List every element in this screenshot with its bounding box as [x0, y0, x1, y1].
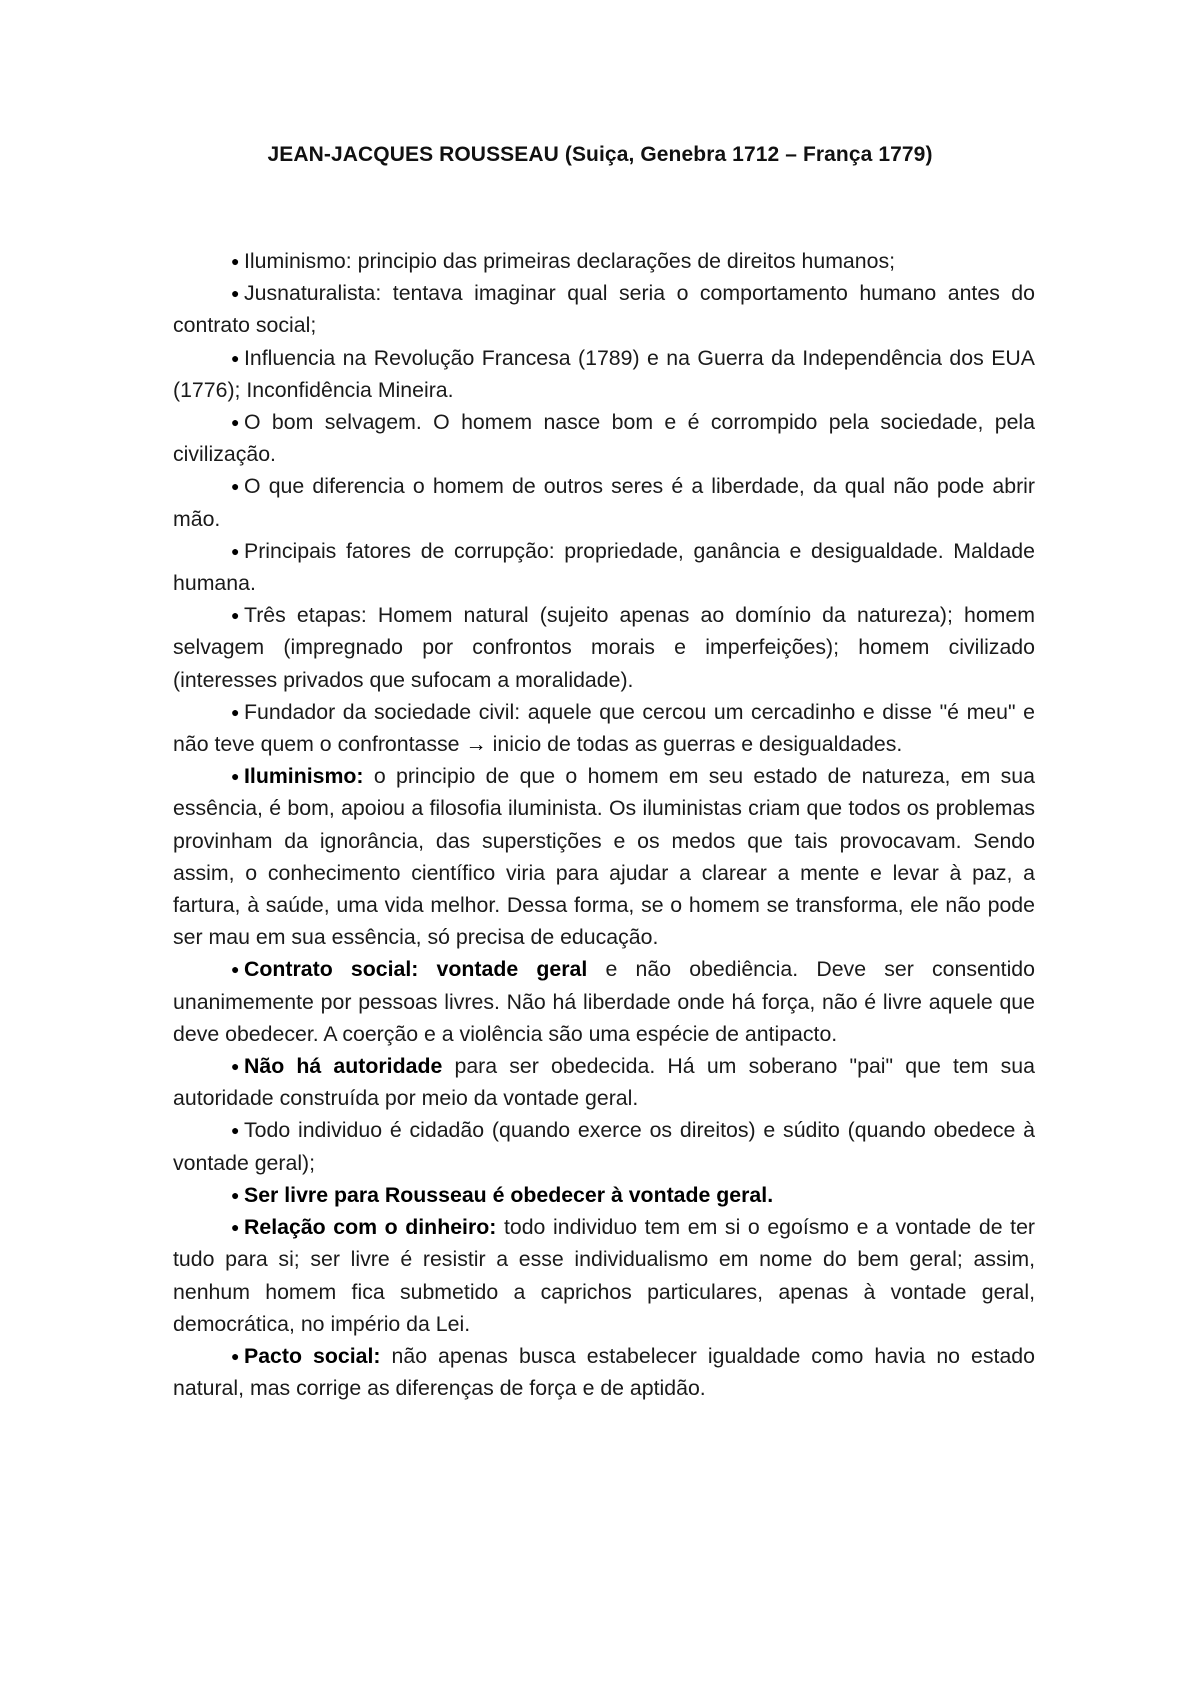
list-item	[173, 470, 1035, 534]
item-text: para ser obedecida. Há um soberano "pai" que tem sua autoridade construída por meio da vontade geral.	[173, 1054, 1035, 1111]
bullet-list	[173, 245, 1035, 1404]
item-text: O que diferencia o homem de outros seres é a liberdade, da qual não pode abrir mão.	[173, 474, 1035, 531]
bullet-icon: ●	[231, 478, 240, 495]
bullet-icon: ●	[231, 285, 240, 302]
item-bold-label: Não há autoridade	[244, 1054, 443, 1079]
item-text: Jusnaturalista: tentava imaginar qual seria o comportamento humano antes do contrato social;	[173, 281, 1035, 338]
list-item	[173, 696, 1035, 760]
list-item	[173, 1179, 1035, 1211]
list-item	[173, 342, 1035, 406]
bullet-icon: ●	[231, 1347, 240, 1364]
list-item	[173, 245, 1035, 277]
item-bold-label: Pacto social:	[244, 1343, 381, 1368]
list-item	[173, 277, 1035, 341]
list-item	[173, 1050, 1035, 1114]
item-bold-label: Contrato social: vontade geral	[244, 957, 588, 982]
bullet-icon: ●	[231, 542, 240, 559]
item-text: todo individuo tem em si o egoísmo e a vontade de ter tudo para si; ser livre é resistir a esse individualismo em nome do bem geral; assim, nenhum homem fica submetido a caprichos particulares, apenas à vontade geral, democrática, no império da Lei.	[173, 1215, 1036, 1336]
list-item	[173, 760, 1035, 953]
item-text: não apenas busca estabelecer igualdade como havia no estado natural, mas corrige as diferenças de força e de aptidão.	[173, 1343, 1035, 1401]
list-item	[173, 1114, 1035, 1178]
bullet-icon: ●	[231, 1058, 240, 1075]
bullet-icon: ●	[231, 1186, 240, 1203]
bullet-icon: ●	[231, 961, 240, 978]
item-bold-label: Iluminismo:	[244, 764, 364, 789]
item-text: Principais fatores de corrupção: propriedade, ganância e desigualdade. Maldade humana.	[173, 538, 1035, 596]
item-bold-label: Relação com o dinheiro:	[244, 1215, 497, 1240]
item-bold-label: Ser livre para Rousseau é obedecer à vontade geral.	[244, 1182, 774, 1207]
list-item	[173, 535, 1035, 599]
arrow-right-icon: →	[465, 732, 487, 757]
list-item	[173, 599, 1035, 696]
bullet-icon: ●	[231, 607, 240, 624]
item-text: Influencia na Revolução Francesa (1789) e na Guerra da Independência dos EUA (1776); Inconfidência Mineira.	[173, 345, 1035, 402]
bullet-icon: ●	[231, 1219, 240, 1236]
item-text: o principio de que o homem em seu estado de natureza, em sua essência, é bom, apoiou a filosofia iluminista. Os iluministas criam que todos os problemas provinham da ignorância, das superstições e os medos que tais provocavam. Sendo assim, o conhecimento científico viria para ajudar a clarear a mente e levar à paz, a fartura, à saúde, uma vida melhor. Dessa forma, se o homem se transforma, ele não pode ser mau em sua essência, só precisa de educação.	[173, 764, 1035, 950]
bullet-icon: ●	[231, 414, 240, 431]
list-item	[173, 406, 1035, 470]
item-text: e não obediência. Deve ser consentido unanimemente por pessoas livres. Não há liberdade onde há força, não é livre aquele que deve obedecer. A coerção e a violência são uma espécie de antipacto.	[173, 957, 1036, 1046]
list-item	[173, 1211, 1035, 1340]
list-item	[173, 953, 1035, 1050]
bullet-icon: ●	[231, 253, 240, 269]
item-text: inicio de todas as guerras e desigualdades.	[486, 732, 903, 757]
item-text: Três etapas: Homem natural (sujeito apenas ao domínio da natureza); homem selvagem (impregnado por confrontos morais e imperfeições); homem civilizado (interesses privados que sufocam a moralidade).	[173, 603, 1035, 692]
bullet-icon: ●	[231, 1122, 240, 1139]
item-text: Todo individuo é cidadão (quando exerce os direitos) e súdito (quando obedece à vontade geral);	[173, 1118, 1035, 1175]
item-text: Iluminismo: principio das primeiras declarações de direitos humanos;	[244, 249, 896, 273]
list-item	[173, 1340, 1035, 1404]
bullet-icon: ●	[231, 768, 240, 785]
item-text: O bom selvagem. O homem nasce bom e é corrompido pela sociedade, pela civilização.	[173, 410, 1035, 467]
bullet-icon: ●	[231, 703, 240, 720]
item-text: Fundador da sociedade civil: aquele que cercou um cercadinho e disse "é meu" e não teve quem o confrontasse	[173, 699, 1035, 757]
document-title: JEAN-JACQUES ROUSSEAU (Suiça, Genebra 1712 – França 1779)	[267, 143, 933, 166]
bullet-icon: ●	[231, 349, 240, 366]
